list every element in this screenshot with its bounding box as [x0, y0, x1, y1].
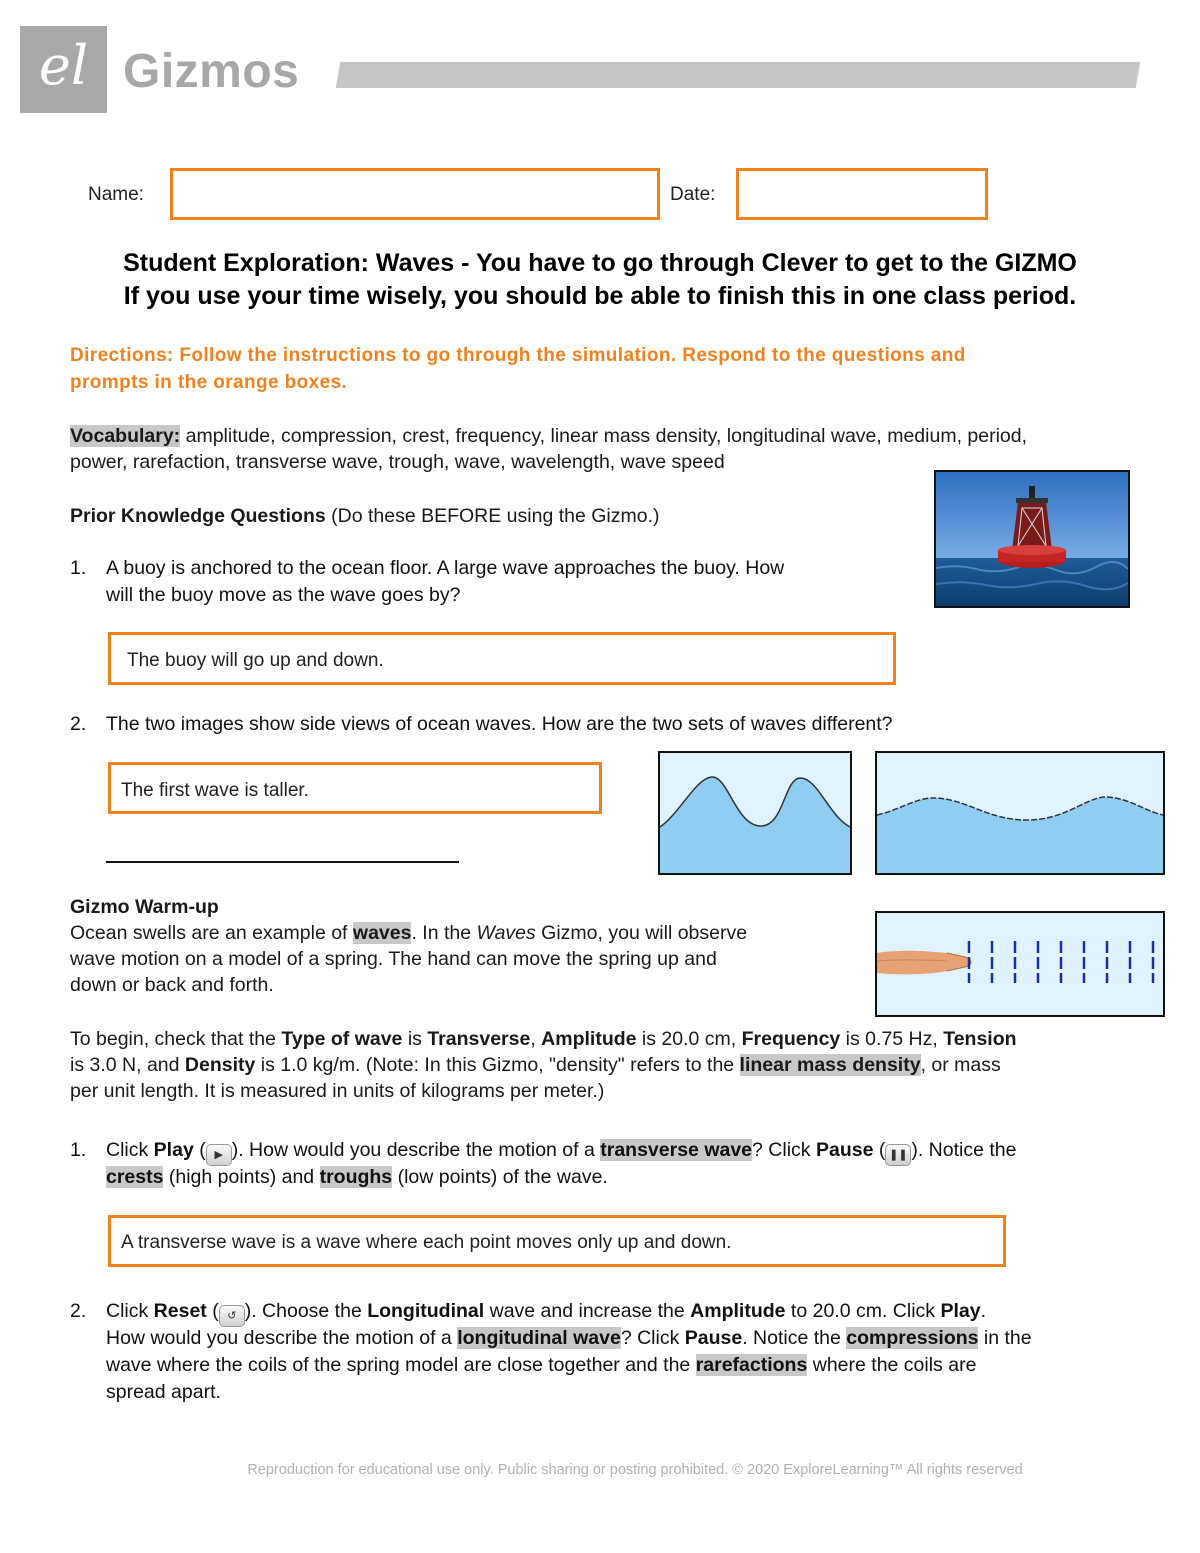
answer-box-prior-q2[interactable]: The first wave is taller. — [108, 762, 602, 814]
directions-line-2: prompts in the orange boxes. — [70, 372, 348, 393]
term-longitudinal-wave: longitudinal wave — [457, 1327, 621, 1349]
prior-q1-line-2: will the buoy move as the wave goes by? — [106, 584, 461, 606]
directions-line-1: Directions: Follow the instructions to go through the simulation. Respond to the questions and — [70, 345, 966, 366]
buoy-photo — [934, 470, 1130, 608]
spring-hand-image — [875, 911, 1165, 1017]
warmup-p1-line-1: Ocean swells are an example of waves. In the Waves Gizmo, you will observe — [70, 922, 748, 944]
answer-line — [106, 861, 459, 863]
warmup-p2-line-3: per unit length. It is measured in units of kilograms per meter.) — [70, 1080, 605, 1102]
warmup-p1-line-3: down or back and forth. — [70, 974, 274, 996]
reset-icon: ↺ — [219, 1305, 245, 1327]
term-linear-mass-density: linear mass density — [739, 1054, 921, 1076]
gizmos-logo — [20, 26, 107, 113]
warmup-q2-line-4: spread apart. — [106, 1381, 221, 1403]
term-crests: crests — [106, 1166, 164, 1188]
prior-q2-text: The two images show side views of ocean waves. How are the two sets of waves different? — [106, 713, 893, 735]
prior-knowledge-heading: Prior Knowledge Questions (Do these BEFORE using the Gizmo.) — [70, 505, 660, 527]
warmup-q2-line-1: Click Reset ( ↺ ). Choose the Longitudinal wave and increase the Amplitude to 20.0 cm. Click Play. — [106, 1298, 1166, 1327]
warmup-p2-line-1: To begin, check that the Type of wave is Transverse, Amplitude is 20.0 cm, Frequency is 0.75 Hz, Tension — [70, 1028, 1017, 1050]
answer-box-warmup-q1[interactable]: A transverse wave is a wave where each point moves only up and down. — [108, 1215, 1006, 1267]
prior-q2-number: 2. — [70, 713, 87, 735]
prior-q1-line-1: A buoy is anchored to the ocean floor. A large wave approaches the buoy. How — [106, 557, 785, 579]
short-waves-image — [875, 751, 1165, 875]
vocabulary-line-2: power, rarefaction, transverse wave, trough, wave, wavelength, wave speed — [70, 451, 725, 473]
name-label: Name: — [88, 184, 144, 205]
warmup-q1-line-2: crests (high points) and troughs (low points) of the wave. — [106, 1166, 608, 1188]
answer-box-prior-q1[interactable]: The buoy will go up and down. — [108, 632, 896, 685]
warmup-heading: Gizmo Warm-up — [70, 896, 219, 918]
date-label: Date: — [670, 184, 716, 205]
term-waves: waves — [352, 922, 412, 944]
play-icon: ▶ — [206, 1144, 232, 1166]
header-bar — [336, 62, 1141, 88]
term-troughs: troughs — [319, 1166, 393, 1188]
logo-glyph: el — [38, 34, 89, 97]
tall-waves-image — [658, 751, 852, 875]
term-compressions: compressions — [846, 1327, 979, 1349]
term-transverse-wave: transverse wave — [600, 1139, 753, 1161]
warmup-q2-number: 2. — [70, 1300, 87, 1322]
brand-name: Gizmos — [123, 45, 300, 98]
term-rarefactions: rarefactions — [695, 1354, 808, 1376]
warmup-q2-line-3: wave where the coils of the spring model are close together and the rarefactions where the coils are — [106, 1354, 977, 1376]
page-title: Student Exploration: Waves - You have to go through Clever to get to the GIZMO — [123, 249, 1077, 277]
prior-q1-number: 1. — [70, 557, 87, 579]
warmup-p1-line-2: wave motion on a model of a spring. The hand can move the spring up and — [70, 948, 717, 970]
vocabulary-line-1: Vocabulary: amplitude, compression, crest, frequency, linear mass density, longitudinal wave, medium, period, — [70, 425, 1028, 447]
pause-icon: ❚❚ — [885, 1144, 911, 1166]
name-field[interactable] — [170, 168, 660, 220]
warmup-p2-line-2: is 3.0 N, and Density is 1.0 kg/m. (Note: In this Gizmo, "density" refers to the linear mass density, or mass — [70, 1054, 1001, 1076]
footer-copyright: Reproduction for educational use only. Public sharing or posting prohibited. © 2020 ExploreLearning™ All rights reserved — [247, 1462, 1023, 1478]
page-subtitle: If you use your time wisely, you should be able to finish this in one class period. — [123, 282, 1077, 310]
warmup-q2-line-2: How would you describe the motion of a longitudinal wave? Click Pause. Notice the compressions in the — [106, 1327, 1032, 1349]
warmup-q1-line-1: Click Play ( ▶ ). How would you describe the motion of a transverse wave? Click Pause ( ❚❚ ). Notice the — [106, 1137, 1166, 1166]
warmup-q1-number: 1. — [70, 1139, 87, 1161]
vocabulary-label: Vocabulary: — [70, 425, 181, 447]
date-field[interactable] — [736, 168, 988, 220]
